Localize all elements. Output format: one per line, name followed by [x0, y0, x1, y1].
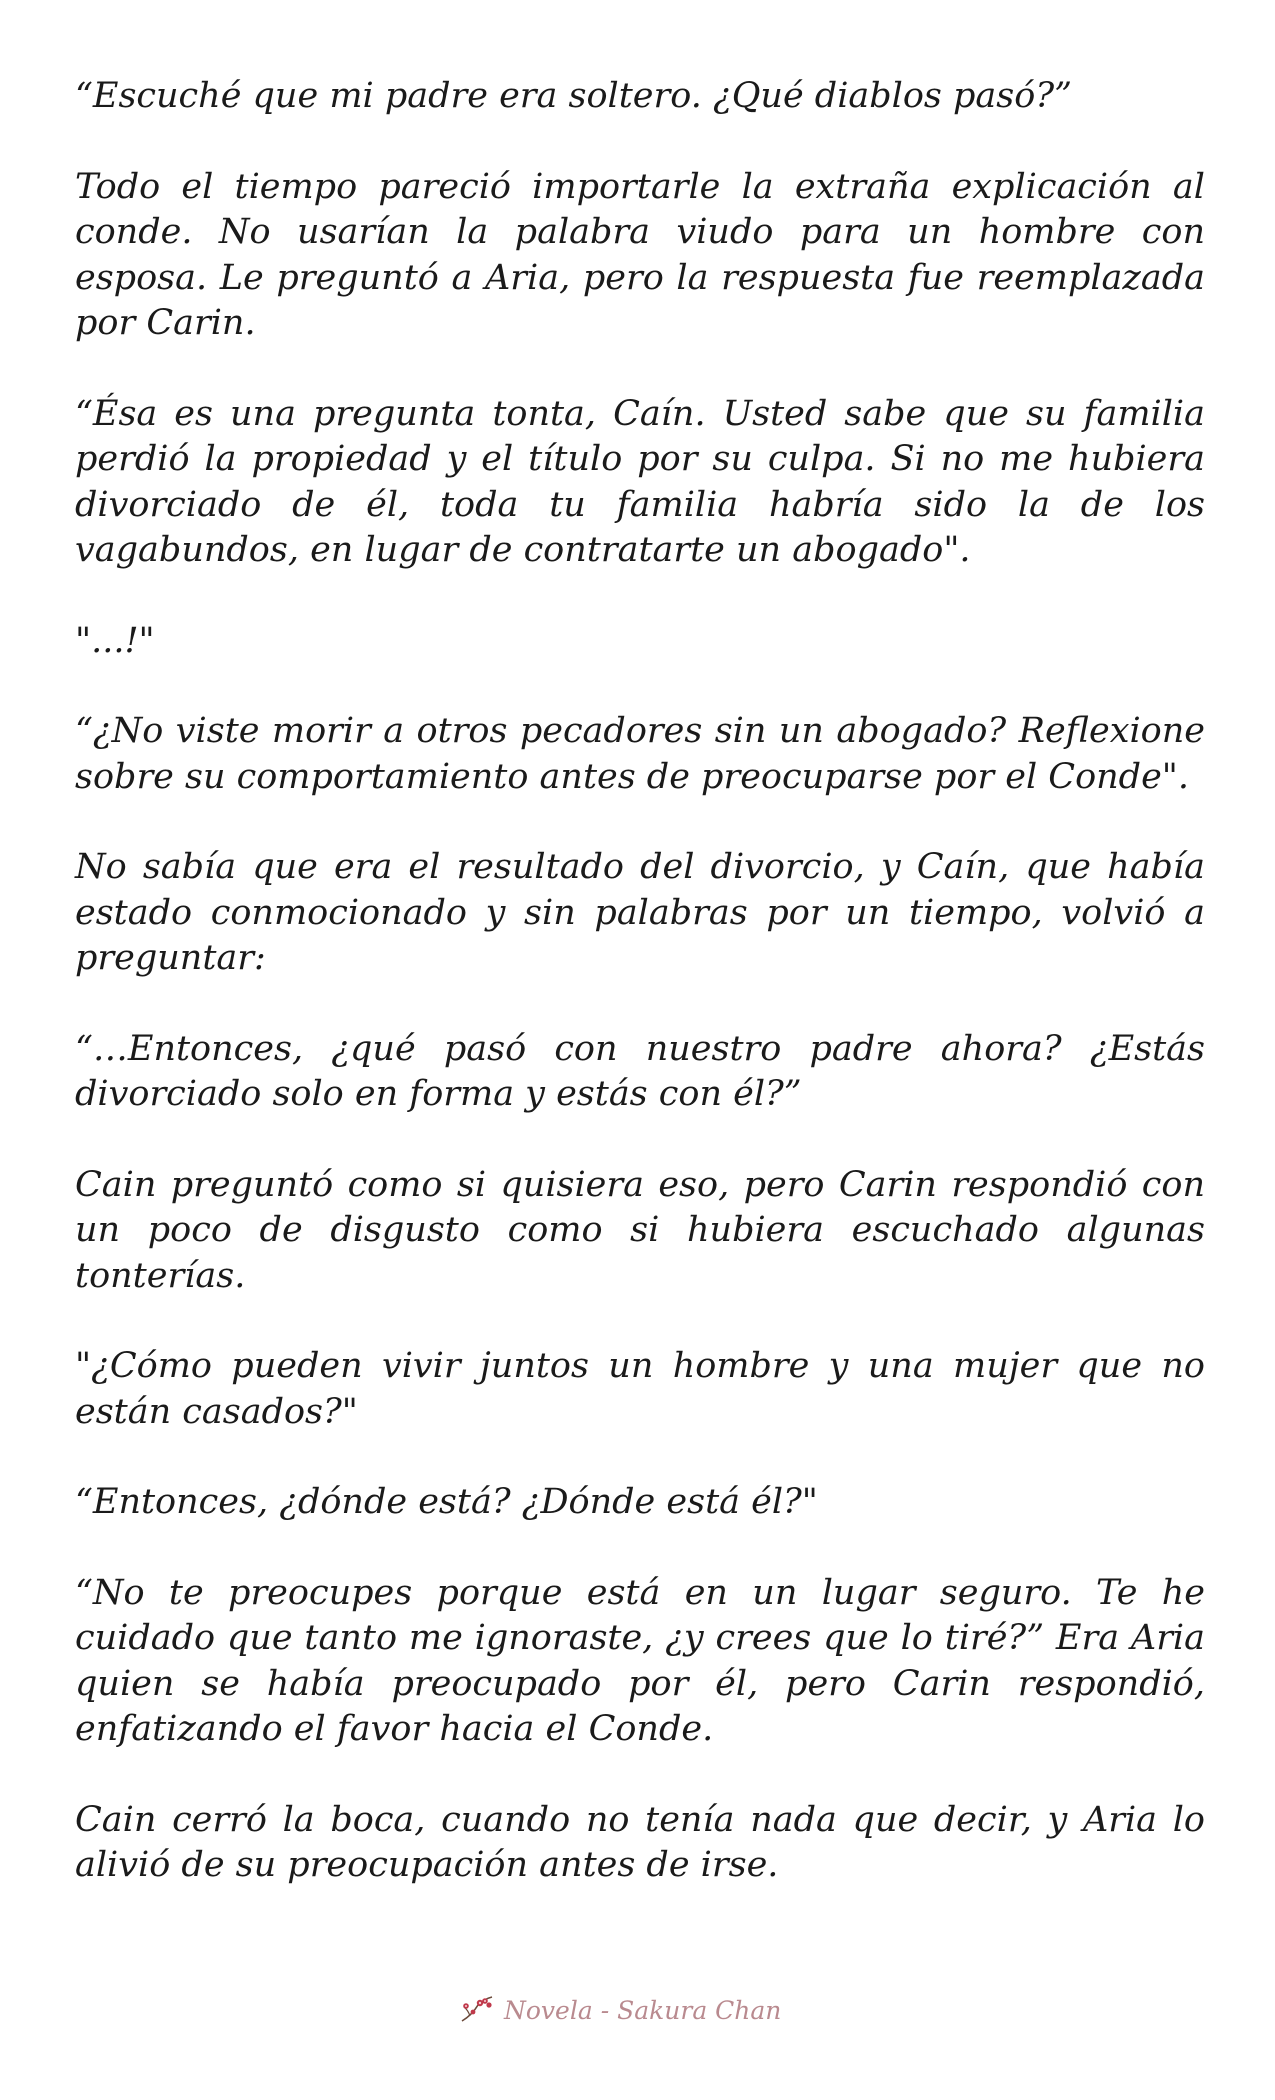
cherry-blossom-icon	[458, 1993, 496, 2027]
paragraph-7: “…Entonces, ¿qué pasó con nuestro padre ahora? ¿Estás divorciado solo en forma y estás con él?”	[75, 1028, 1205, 1114]
paragraph-10: “Entonces, ¿dónde está? ¿Dónde está él?"	[75, 1482, 818, 1522]
paragraph-4: "...!"	[75, 620, 155, 661]
paragraph-5: “¿No viste morir a otros pecadores sin un abogado? Reflexione sobre su comportamiento antes de preocuparse por el Conde".	[75, 711, 1205, 797]
paragraph-9: "¿Cómo pueden vivir juntos un hombre y una mujer que no están casados?"	[75, 1346, 1205, 1432]
text-column	[75, 74, 1205, 1934]
watermark-text: Novela - Sakura Chan	[504, 1995, 782, 2025]
paragraph-3: “Ésa es una pregunta tonta, Caín. Usted sabe que su familia perdió la propiedad y el título por su culpa. Si no me hubiera divorciado de él, toda tu familia habría sido la de los vagabundos, en lugar de contratarte un abogado".	[75, 393, 1205, 570]
watermark	[458, 1990, 781, 2030]
paragraph-11: “No te preocupes porque está en un lugar seguro. Te he cuidado que tanto me ignoraste, ¿y crees que lo tiré?” Era Aria quien se había preocupado por él, pero Carin respondió, enfatizando el favor hacia el Conde.	[75, 1572, 1205, 1749]
paragraph-8: Cain preguntó como si quisiera eso, pero Carin respondió con un poco de disgusto como si hubiera escuchado algunas tonterías.	[75, 1164, 1205, 1296]
paragraph-6: No sabía que era el resultado del divorcio, y Caín, que había estado conmocionado y sin palabras por un tiempo, volvió a preguntar:	[75, 847, 1205, 978]
paragraph-2: Todo el tiempo pareció importarle la extraña explicación al conde. No usarían la palabra viudo para un hombre con esposa. Le preguntó a Aria, pero la respuesta fue reemplazada por Carin.	[75, 166, 1205, 343]
paragraph-1: “Escuché que mi padre era soltero. ¿Qué diablos pasó?”	[75, 76, 1072, 116]
paragraph-12: Cain cerró la boca, cuando no tenía nada que decir, y Aria lo alivió de su preocupación antes de irse.	[75, 1799, 1205, 1885]
